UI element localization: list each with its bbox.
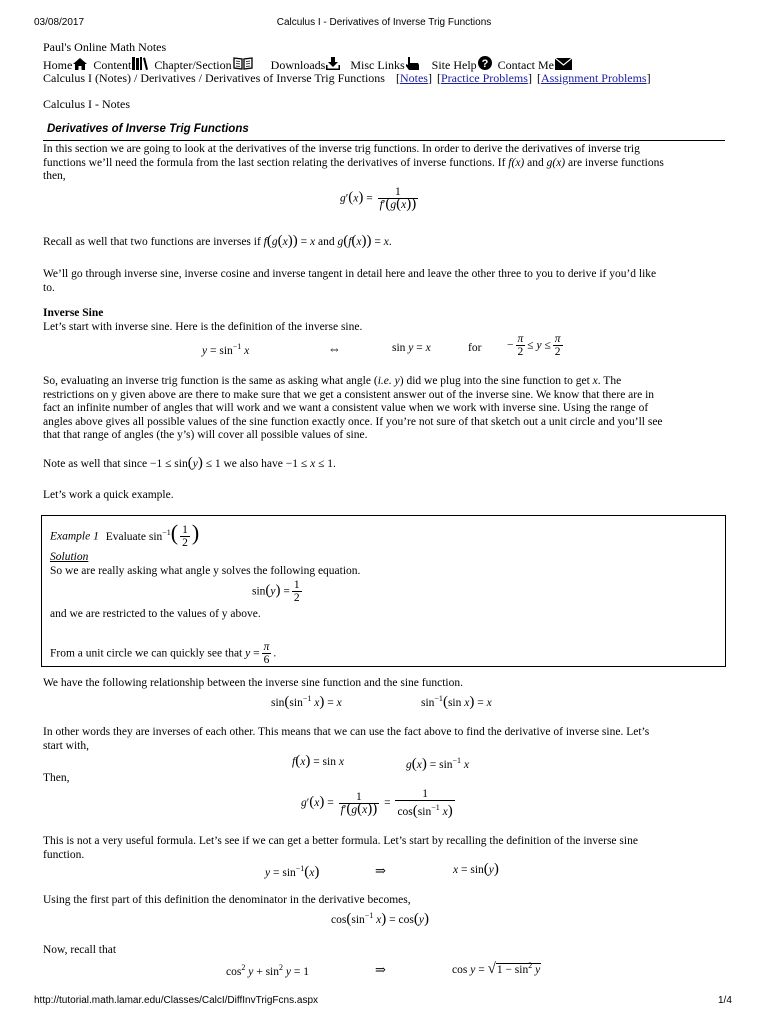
example-heading: Example 1 Evaluate $\sin^{-1}$( $\frac{1}{2}$ ) <box>50 519 200 549</box>
practice-problems-link[interactable]: Practice Problems <box>440 71 528 85</box>
quick-example-line: Let’s work a quick example. <box>43 489 174 501</box>
f-equals-sin: f(x) = sin x <box>292 753 344 769</box>
pythagorean-identity: $\cos^2 y + \sin^2 y = 1$ <box>226 963 309 978</box>
solution-label: Solution <box>50 551 89 563</box>
sin-y-half: sin(y) = $\frac{1}{2}$ <box>252 579 300 604</box>
nav-contact-me[interactable]: Contact Me <box>498 58 573 72</box>
recall-line: Recall as well that two functions are inverses if f(g(x)) = x and g(f(x)) = x. <box>43 233 392 249</box>
lets-start-line: Let’s start with inverse sine. Here is the definition of the inverse sine. <box>43 321 363 333</box>
print-date: 03/08/2017 <box>34 17 85 28</box>
g-prime-formula: g′(x) = $\frac{1}{f'(g(x))}$ = $\frac{1}{\cos(\sin^{-1} x)}$ <box>301 788 453 819</box>
page-title: Derivatives of Inverse Trig Functions <box>47 123 249 135</box>
svg-text:?: ? <box>481 58 489 70</box>
def-sin-y-equals-x: sin y = x <box>392 342 431 354</box>
nav-downloads[interactable]: Downloads <box>271 58 342 72</box>
iff-symbol: ⇔ <box>328 341 341 356</box>
example-line1: So we are really asking what angle y solves the following equation. <box>50 565 361 577</box>
def-y-equals-arcsin: $y = \sin^{-1} x$ <box>202 342 250 357</box>
def-range: − $\frac{\pi}{2}$ ≤ y ≤ $\frac{\pi}{2}$ <box>507 333 561 358</box>
envelope-icon <box>555 58 572 70</box>
open-book-icon <box>233 57 253 70</box>
implies-symbol-1: ⇒ <box>375 863 386 878</box>
goal-paragraph: We’ll go through inverse sine, inverse cosine and inverse tangent in detail here and leave the other three to you to derive if you’d like to. <box>43 268 657 294</box>
assignment-problems-link[interactable]: Assignment Problems <box>540 71 647 85</box>
inverse-derivative-formula: g′(x) = $\frac{1}{f'(g(x))}$ <box>340 186 417 212</box>
notes-link[interactable]: Notes <box>399 71 428 85</box>
nav-home[interactable]: Home <box>43 58 88 72</box>
example-line3: From a unit circle we can quickly see that y = $\frac{\pi}{6}$ . <box>50 641 277 666</box>
books-icon <box>132 57 148 70</box>
title-divider <box>43 140 725 141</box>
evaluating-paragraph: So, evaluating an inverse trig function is the same as asking what angle (i.e. y) did we plug into the sine function to get x. The restrictions on y given above are there to make sure that we get a consistent answer out of the inverse sine. We know that there are in fact an infinite number of angles that will work and we want a consistent value when we work with inverse sine. Using the range of angles above gives all possible values of the sine function exactly once. If you’re not sure of that sketch out a unit circle and you’ll see that that range of angles (the y’s) will cover all possible values of sine. <box>43 375 663 442</box>
print-url: http://tutorial.math.lamar.edu/Classes/CalcI/DiffInvTrigFcns.aspx <box>34 995 318 1006</box>
note-line: Note as well that since −1 ≤ sin(y) ≤ 1 we also have −1 ≤ x ≤ 1. <box>43 455 336 471</box>
practice-link-wrap: [Practice Problems] <box>436 71 532 85</box>
def2-y-arcsin: $y = \sin^{-1}(x)$ <box>265 864 320 880</box>
example-label: Example 1 <box>50 530 99 543</box>
nav-content[interactable]: Content <box>93 58 149 72</box>
arcsin-sin-identity: $\sin^{-1}(\sin$ x) = x <box>421 694 492 710</box>
print-title: Calculus I - Derivatives of Inverse Trig Functions <box>276 17 492 28</box>
notes-link-wrap: [Notes] <box>395 71 432 85</box>
breadcrumb-row <box>43 71 651 86</box>
cos-arcsin-equals-cos-y: $\cos(\sin^{-1}$ x) = cos(y) <box>331 911 429 927</box>
breadcrumb: Calculus I (Notes) / Derivatives / Derivatives of Inverse Trig Functions <box>43 71 385 85</box>
nav-chapter-section[interactable]: Chapter/Section <box>154 58 253 72</box>
inverse-sine-heading: Inverse Sine <box>43 307 104 319</box>
using-first-line: Using the first part of this definition the denominator in the derivative becomes, <box>43 894 411 906</box>
not-useful-paragraph: This is not a very useful formula. Let’s see if we can get a better formula. Let’s start by recalling the definition of the inverse sine function. <box>43 835 638 861</box>
home-icon <box>73 58 87 70</box>
sin-arcsin-identity: $\sin(\sin^{-1}$ x) = x <box>271 694 342 710</box>
nav-site-help[interactable]: Site Help ? <box>432 58 493 72</box>
for-word: for <box>468 342 482 354</box>
other-words-paragraph: In other words they are inverses of each other. This means that we can use the fact above to find the derivative of inverse sine. Let’s start with, <box>43 726 650 752</box>
cos-y-sqrt: $\cos y = √1 - \sin^2 y$ <box>452 961 541 977</box>
now-recall-line: Now, recall that <box>43 944 117 956</box>
question-circle-icon <box>478 56 492 70</box>
intro-paragraph: In this section we are going to look at the derivatives of the inverse trig functions. In order to derive the derivatives of inverse trig functions we’ll need the formula from the last section relating the derivatives of inverse functions. If f(x) and g(x) are inverse functions then, <box>43 143 664 183</box>
example-line2: and we are restricted to the values of y above. <box>50 608 261 620</box>
def2-x-sin-y: x = sin(y) <box>453 861 499 877</box>
notes-label: Calculus I - Notes <box>43 97 130 111</box>
site-name: Paul's Online Math Notes <box>43 40 167 54</box>
print-page-number: 1/4 <box>718 995 732 1006</box>
implies-symbol-2: ⇒ <box>375 962 386 977</box>
then-label: Then, <box>43 772 70 784</box>
pointing-hand-icon <box>406 57 420 70</box>
nav-misc-links[interactable]: Misc Links <box>350 58 420 72</box>
assignment-link-wrap: [Assignment Problems] <box>536 71 651 85</box>
g-equals-arcsin: $g(x) = \sin^{-1} x$ <box>406 756 470 772</box>
relationship-line: We have the following relationship between the inverse sine function and the sine function. <box>43 677 463 689</box>
download-icon <box>326 57 340 70</box>
